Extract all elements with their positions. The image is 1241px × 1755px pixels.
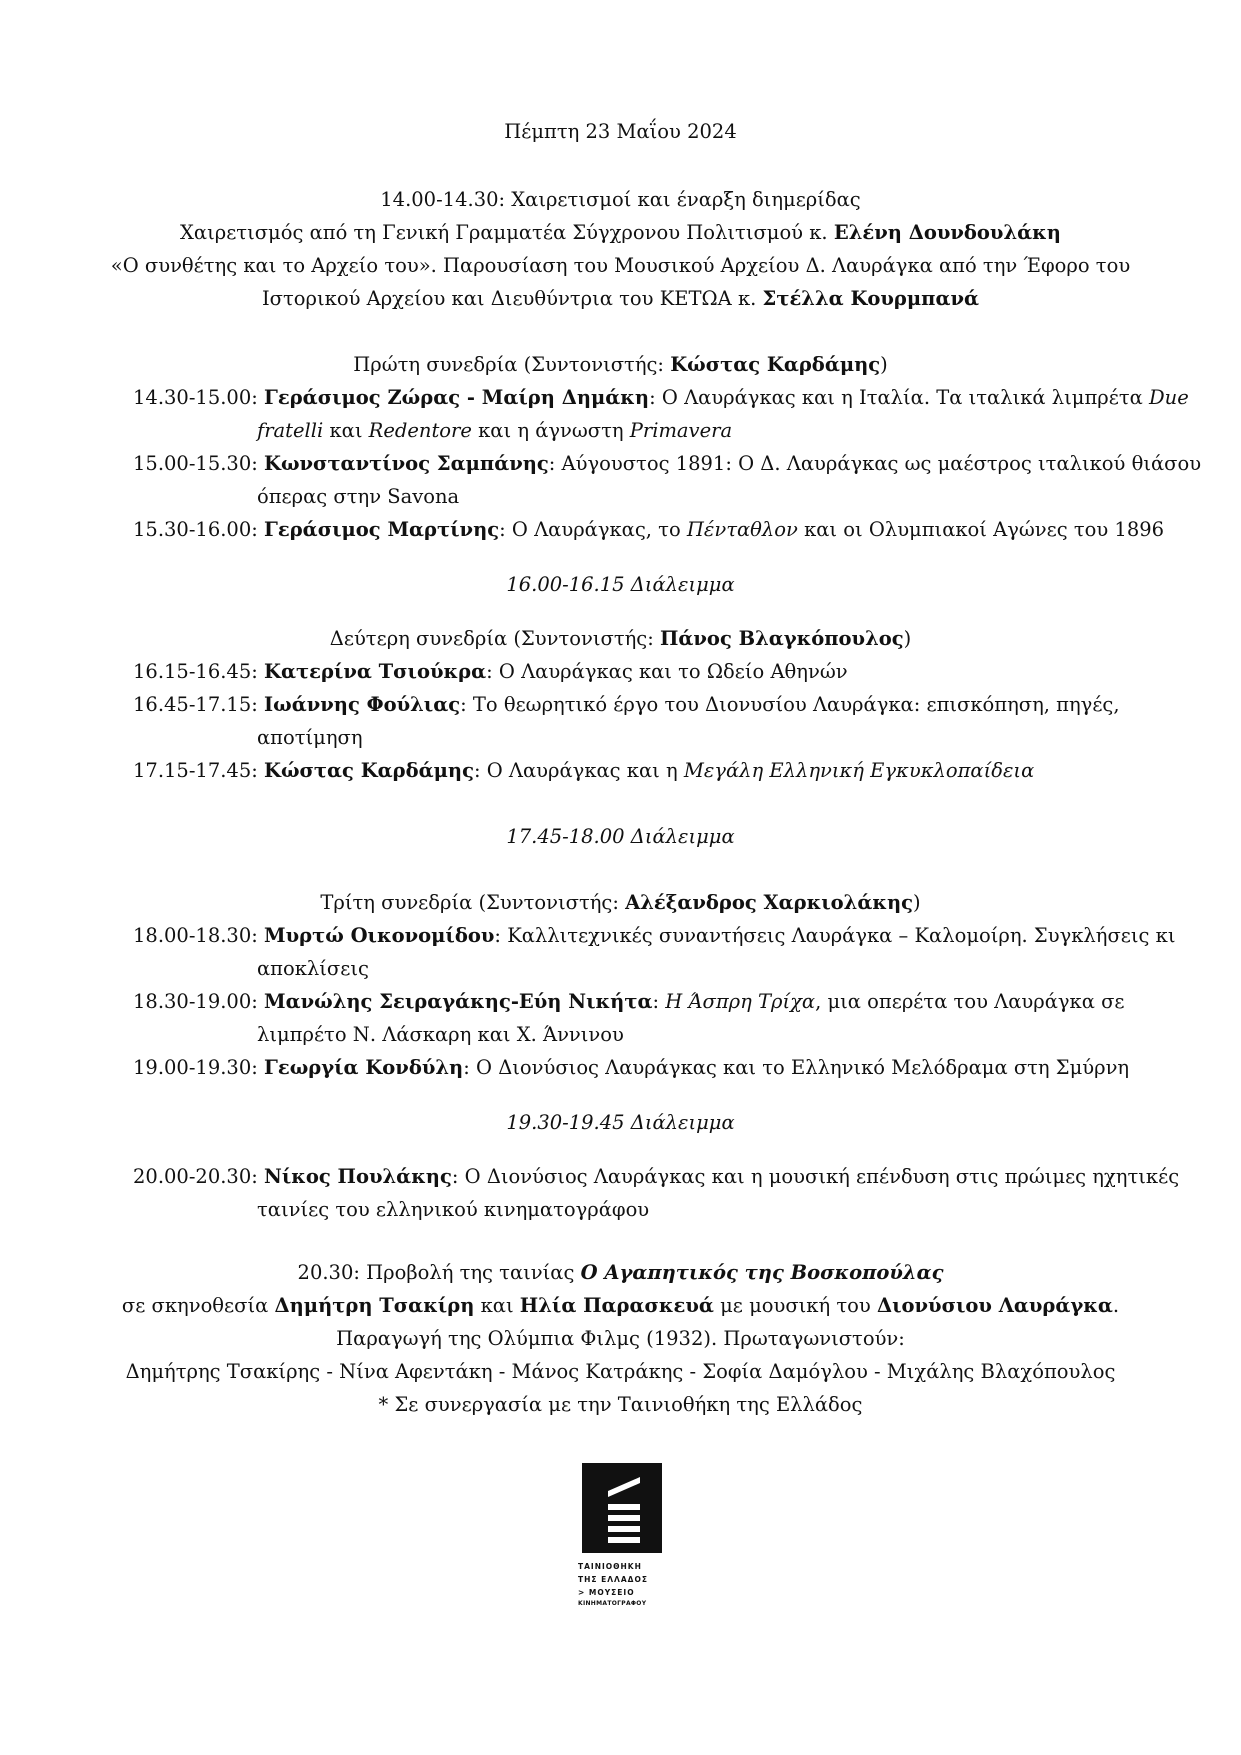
screening-note: * Σε συνεργασία με την Ταινιοθήκη της Ελλάδος [378,1393,863,1416]
break-label: 16.00-16.15 Διάλειμμα [506,573,735,596]
talk-title-italic: Πένταθλον [686,518,798,541]
talk-speaker: Κώστας Καρδάμης [264,759,474,782]
talk-speaker: Κωνσταντίνος Σαμπάνης [264,452,549,475]
screening-label: 20.30: Προβολή της ταινίας [297,1261,581,1284]
talk-speaker: Ιωάννης Φούλιας [264,693,461,716]
director-name: Δημήτρη Τσακίρη [274,1294,475,1317]
talk-row-cont: αποτίμηση [257,726,363,749]
screening-title [0,1263,1241,1283]
talk-time: 18.30-19.00: [133,990,258,1013]
talk-title: και η άγνωστη [471,419,630,442]
talk-title: : Ο Λαυράγκας, το [499,518,687,541]
talk-title-italic: Μεγάλη Ελληνική Εγκυκλοπαίδεια [683,759,1035,782]
talk-row [133,1056,1130,1079]
talk-row [133,520,1164,540]
talk-title-italic: Redentore [368,419,472,442]
talk-row [133,388,1189,408]
screening-text: με μουσική του [713,1294,877,1317]
talk-row [133,454,1201,474]
talk-time: 15.30-16.00: [133,518,258,541]
talk-title-italic: Η Άσπρη Τρίχα [665,990,816,1013]
talk-row-cont: αποκλίσεις [257,957,369,980]
talk-title: , μια οπερέτα του Λαυράγκα σε [815,990,1125,1013]
tainiothiki-logo-icon [582,1463,662,1553]
talk-row-cont: όπερας στην Savona [257,485,460,508]
talk-time: 14.30-15.00: [133,386,258,409]
talk-title: : Ο Διονύσιος Λαυράγκας και το Ελληνικό Μελόδραμα στη Σμύρνη [463,1056,1130,1079]
moderator-name: Αλέξανδρος Χαρκιολάκης [625,891,914,914]
talk-time: 16.45-17.15: [133,693,258,716]
opening-line1-text: Χαιρετισμός από τη Γενική Γραμματέα Σύγχρονου Πολιτισμού κ. [180,221,834,244]
talk-title: : Ο Λαυράγκας και η [473,759,684,782]
talk-row [133,662,848,682]
talk-speaker: Κατερίνα Τσιούκρα [264,660,487,683]
talk-speaker: Μανώλης Σειραγάκης-Εύη Νικήτα [264,990,653,1013]
talk-title: : Αύγουστος 1891: Ο Δ. Λαυράγκας ως μαέστρος ιταλικού θιάσου [548,452,1202,475]
opening-line3 [0,289,1241,309]
talk-row [133,761,1034,781]
talk-time: 19.00-19.30: [133,1056,258,1079]
talk-speaker: Γεωργία Κονδύλη [264,1056,464,1079]
talk-row [133,924,1176,947]
break-label: 17.45-18.00 Διάλειμμα [506,825,735,848]
talk-title: : Καλλιτεχνικές συναντήσεις Λαυράγκα – Καλομοίρη. Συγκλήσεις κι [494,924,1176,947]
talk-title: και οι Ολυμπιακοί Αγώνες του 1896 [797,518,1165,541]
composer-name: Διονύσιου Λαυράγκα [876,1294,1113,1317]
session-paren: ) [903,627,912,650]
screening-production: Παραγωγή της Ολύμπια Φιλμς (1932). Πρωταγωνιστούν: [336,1327,905,1350]
talk-row [133,1167,1179,1187]
talk-speaker: Γεράσιμος Ζώρας - Μαίρη Δημάκη [264,386,650,409]
film-title: Ο Αγαπητικός της Βοσκοπούλας [580,1261,944,1284]
opening-line2: «Ο συνθέτης και το Αρχείο του». Παρουσίαση του Μουσικού Αρχείου Δ. Λαυράγκα από την Έφορο του [110,254,1131,277]
screening-text: . [1112,1294,1120,1317]
talk-time: 20.00-20.30: [133,1165,258,1188]
talk-title: και [323,419,369,442]
opening-line3-text: Ιστορικού Αρχείου και Διευθύντρια του ΚΕΤΩΑ κ. [261,287,763,310]
talk-speaker: Νίκος Πουλάκης [264,1165,452,1188]
session-paren: ) [913,891,921,914]
session-label: Τρίτη συνεδρία (Συντονιστής: [320,891,626,914]
speaker-name: Στέλλα Κουρμπανά [762,287,979,310]
session3-title [0,893,1241,913]
talk-time: 18.00-18.30: [133,924,258,947]
talk-speaker: Γεράσιμος Μαρτίνης [264,518,500,541]
logo-text-line1: ΤΑΙΝΙΟΘΗΚΗ [578,1562,642,1571]
talk-time: 17.15-17.45: [133,759,258,782]
screening-text: και [474,1294,520,1317]
session2-title [0,629,1241,649]
speaker-name: Ελένη Δουνδουλάκη [833,221,1061,244]
screening-credits [0,1296,1241,1316]
talk-row-cont [257,421,732,441]
talk-row [133,695,1120,715]
logo-text-line2: ΤΗΣ ΕΛΛΑΔΟΣ [578,1575,648,1584]
talk-title: : Ο Διονύσιος Λαυράγκας και η μουσική επένδυση στις πρώιμες ηχητικές [451,1165,1180,1188]
session-label: Πρώτη συνεδρία (Συντονιστής: [353,353,671,376]
session-paren: ) [880,353,888,376]
talk-title-italic: fratelli [257,419,324,442]
date-heading: Πέμπτη 23 Μαΐου 2024 [504,120,737,143]
director-name: Ηλία Παρασκευά [519,1294,714,1317]
opening-line1 [0,223,1241,243]
logo-text-line3: > ΜΟΥΣΕΙΟ [578,1588,635,1597]
talk-title: : [652,990,666,1013]
talk-title: : Ο Λαυράγκας και η Ιταλία. Τα ιταλικά λιμπρέτα [649,386,1149,409]
talk-title-italic: Primavera [629,419,733,442]
session-label: Δεύτερη συνεδρία (Συντονιστής: [329,627,660,650]
screening-cast: Δημήτρης Τσακίρης - Νίνα Αφεντάκη - Μάνος Κατράκης - Σοφία Δαμόγλου - Μιχάλης Βλαχόπουλος [125,1360,1116,1383]
talk-title: : Ο Λαυράγκας και το Ωδείο Αθηνών [486,660,848,683]
talk-title: : Το θεωρητικό έργο του Διονυσίου Λαυράγκα: επισκόπηση, πηγές, [460,693,1120,716]
talk-row [133,990,1125,1013]
talk-time: 15.00-15.30: [133,452,258,475]
talk-time: 16.15-16.45: [133,660,258,683]
screening-text: σε σκηνοθεσία [121,1294,275,1317]
break-label: 19.30-19.45 Διάλειμμα [506,1111,735,1134]
talk-row-cont: λιμπρέτο Ν. Λάσκαρη και Χ. Άννινου [257,1023,624,1046]
moderator-name: Πάνος Βλαγκόπουλος [659,627,904,650]
session1-title [0,355,1241,375]
talk-speaker: Μυρτώ Οικονομίδου [264,924,495,947]
talk-title-italic: Due [1149,386,1189,409]
opening-title: 14.00-14.30: Χαιρετισμοί και έναρξη διημερίδας [380,188,861,211]
talk-row-cont: ταινίες του ελληνικού κινηματογράφου [257,1198,650,1221]
moderator-name: Κώστας Καρδάμης [670,353,881,376]
logo-text-line4: ΚΙΝΗΜΑΤΟΓΡΑΦΟΥ [578,1600,647,1607]
